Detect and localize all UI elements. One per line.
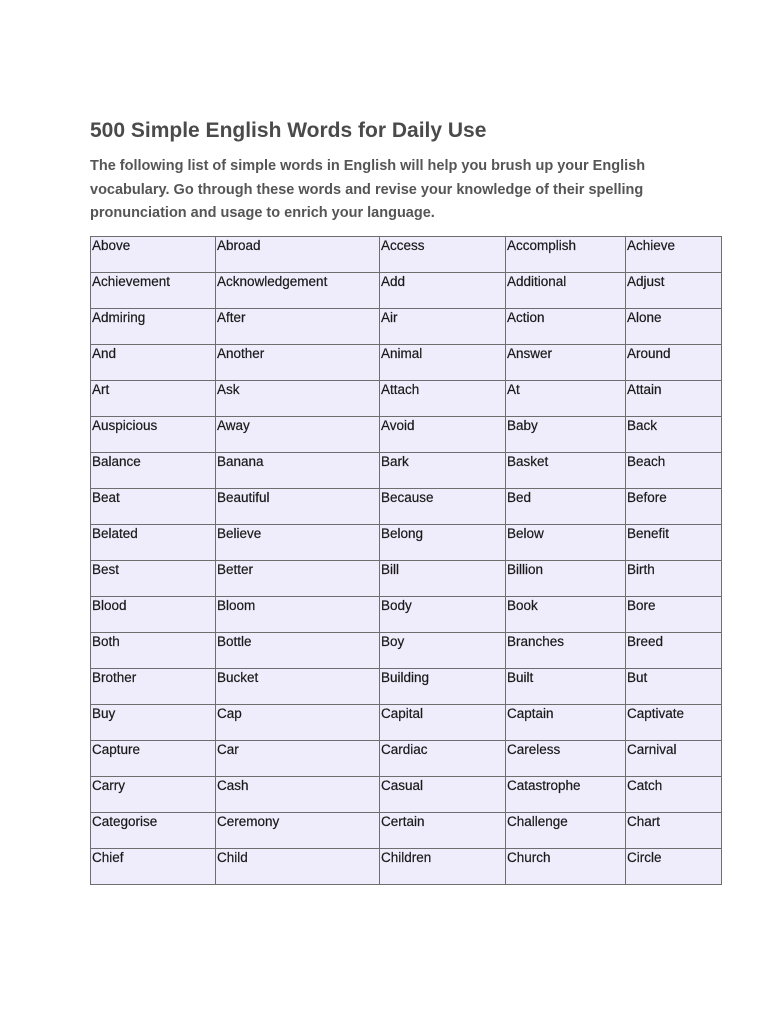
table-cell [380, 560, 506, 596]
table-cell [91, 812, 216, 848]
table-cell [506, 380, 626, 416]
table-row [91, 812, 722, 848]
table-cell [91, 236, 216, 272]
word-text: Animal [381, 345, 423, 361]
table-row [91, 740, 722, 776]
table-cell [216, 380, 380, 416]
word-text: Achievement [92, 273, 171, 289]
word-text: Auspicious [92, 417, 158, 433]
table-cell [626, 704, 722, 740]
word-text: Chief [92, 849, 124, 865]
table-cell [216, 668, 380, 704]
table-cell [506, 272, 626, 308]
word-text: Answer [507, 345, 553, 361]
table-row [91, 632, 722, 668]
table-cell [380, 272, 506, 308]
table-cell [91, 380, 216, 416]
table-cell [91, 344, 216, 380]
word-text: Child [217, 849, 248, 865]
table-cell [506, 524, 626, 560]
word-text: After [217, 309, 246, 325]
table-cell [380, 596, 506, 632]
table-cell [216, 236, 380, 272]
table-cell [91, 704, 216, 740]
word-text: Belong [381, 525, 424, 541]
table-cell [380, 524, 506, 560]
word-text: At [507, 381, 520, 397]
word-text: Blood [92, 597, 127, 613]
word-text: Around [627, 345, 671, 361]
table-cell [626, 488, 722, 524]
table-cell [91, 848, 216, 884]
table-cell [506, 344, 626, 380]
table-cell [506, 488, 626, 524]
word-text: Attach [381, 381, 420, 397]
word-text: Avoid [381, 417, 415, 433]
table-cell [216, 488, 380, 524]
word-text: Bucket [217, 669, 259, 685]
table-row [91, 488, 722, 524]
table-row [91, 344, 722, 380]
word-text: Banana [217, 453, 264, 469]
word-text: Beautiful [217, 489, 270, 505]
word-text: Branches [507, 633, 565, 649]
word-text: Alone [627, 309, 662, 325]
word-text: Additional [507, 273, 567, 289]
word-text: Cash [217, 777, 249, 793]
word-text: Captivate [627, 705, 685, 721]
word-text: Belated [92, 525, 138, 541]
word-text: Church [507, 849, 551, 865]
table-row [91, 380, 722, 416]
table-cell [380, 308, 506, 344]
word-text: Book [507, 597, 538, 613]
word-text: And [92, 345, 117, 361]
table-row [91, 308, 722, 344]
table-cell [626, 812, 722, 848]
word-text: Add [381, 273, 406, 289]
table-cell [216, 560, 380, 596]
word-text: Careless [507, 741, 561, 757]
word-text: Birth [627, 561, 655, 577]
word-text: Bloom [217, 597, 256, 613]
word-text: Art [92, 381, 110, 397]
table-cell [216, 524, 380, 560]
table-cell [216, 632, 380, 668]
table-cell [506, 452, 626, 488]
word-text: Bottle [217, 633, 252, 649]
table-cell [626, 236, 722, 272]
word-text: Bore [627, 597, 656, 613]
table-row [91, 236, 722, 272]
word-text: Car [217, 741, 239, 757]
table-cell [380, 668, 506, 704]
word-text: Benefit [627, 525, 670, 541]
word-text: Boy [381, 633, 405, 649]
word-text: Before [627, 489, 667, 505]
table-cell [506, 236, 626, 272]
table-cell [91, 668, 216, 704]
word-text: Accomplish [507, 237, 577, 253]
word-text: Capital [381, 705, 424, 721]
table-row [91, 848, 722, 884]
word-text: Building [381, 669, 430, 685]
table-cell [216, 308, 380, 344]
word-text: Because [381, 489, 434, 505]
table-cell [380, 704, 506, 740]
table-cell [626, 560, 722, 596]
word-text: Access [381, 237, 425, 253]
table-cell [380, 416, 506, 452]
table-cell [380, 632, 506, 668]
table-cell [626, 380, 722, 416]
word-text: Carry [92, 777, 125, 793]
word-text: Below [507, 525, 544, 541]
word-text: Basket [507, 453, 549, 469]
table-row [91, 668, 722, 704]
page-title: 500 Simple English Words for Daily Use [90, 119, 487, 142]
table-cell [506, 308, 626, 344]
word-text: Built [507, 669, 534, 685]
word-text: Brother [92, 669, 137, 685]
table-cell [216, 344, 380, 380]
table-cell [506, 560, 626, 596]
table-cell [91, 416, 216, 452]
word-text: Balance [92, 453, 141, 469]
table-cell [380, 776, 506, 812]
table-cell [380, 452, 506, 488]
table-cell [216, 704, 380, 740]
table-cell [216, 272, 380, 308]
table-cell [506, 776, 626, 812]
table-cell [380, 812, 506, 848]
word-text: Better [217, 561, 254, 577]
word-text: Away [217, 417, 250, 433]
table-cell [380, 236, 506, 272]
word-text: Back [627, 417, 658, 433]
word-text: Admiring [92, 309, 146, 325]
table-cell [216, 416, 380, 452]
table-row [91, 452, 722, 488]
intro-paragraph: The following list of simple words in English will help you brush up your English vocabulary. Go through these words and revise your knowledge of their spelling pronunciation and usage to enrich your language. [90, 158, 646, 221]
table-cell [91, 776, 216, 812]
table-cell [626, 344, 722, 380]
word-text: Children [381, 849, 432, 865]
word-text: Adjust [627, 273, 665, 289]
word-text: Capture [92, 741, 141, 757]
table-cell [91, 596, 216, 632]
table-cell [626, 740, 722, 776]
table-cell [626, 668, 722, 704]
word-text: Captain [507, 705, 554, 721]
table-cell [380, 488, 506, 524]
table-row [91, 776, 722, 812]
word-text: Billion [507, 561, 544, 577]
table-cell [380, 740, 506, 776]
word-table-body [91, 236, 722, 884]
word-text: Air [381, 309, 398, 325]
word-text: Buy [92, 705, 116, 721]
table-cell [91, 632, 216, 668]
word-text: Best [92, 561, 120, 577]
table-cell [506, 416, 626, 452]
word-text: Circle [627, 849, 662, 865]
word-text: Bill [381, 561, 400, 577]
word-table [90, 236, 722, 885]
table-cell [380, 848, 506, 884]
table-row [91, 560, 722, 596]
word-text: Believe [217, 525, 262, 541]
word-text: Challenge [507, 813, 568, 829]
table-cell [506, 812, 626, 848]
word-text: Abroad [217, 237, 261, 253]
table-cell [626, 524, 722, 560]
table-row [91, 272, 722, 308]
word-text: Achieve [627, 237, 676, 253]
table-cell [91, 524, 216, 560]
table-cell [216, 848, 380, 884]
table-cell [91, 452, 216, 488]
table-row [91, 596, 722, 632]
word-text: Acknowledgement [217, 273, 328, 289]
word-text: Body [381, 597, 412, 613]
word-text: Beat [92, 489, 120, 505]
table-cell [506, 632, 626, 668]
word-text: Cap [217, 705, 242, 721]
word-text: Certain [381, 813, 425, 829]
table-cell [626, 776, 722, 812]
table-row [91, 416, 722, 452]
table-cell [216, 452, 380, 488]
table-row [91, 704, 722, 740]
word-text: Catastrophe [507, 777, 581, 793]
table-cell [216, 596, 380, 632]
word-text: But [627, 669, 648, 685]
table-cell [506, 596, 626, 632]
word-text: Bed [507, 489, 532, 505]
word-text: Ceremony [217, 813, 280, 829]
table-cell [91, 560, 216, 596]
table-cell [626, 416, 722, 452]
table-cell [626, 308, 722, 344]
word-text: Ask [217, 381, 240, 397]
table-cell [506, 704, 626, 740]
word-text: Baby [507, 417, 538, 433]
table-row [91, 524, 722, 560]
table-cell [216, 740, 380, 776]
table-cell [380, 344, 506, 380]
word-text: Both [92, 633, 120, 649]
word-text: Categorise [92, 813, 158, 829]
word-text: Cardiac [381, 741, 428, 757]
table-cell [626, 848, 722, 884]
table-cell [626, 452, 722, 488]
table-cell [506, 740, 626, 776]
word-text: Action [507, 309, 545, 325]
word-text: Above [92, 237, 131, 253]
table-cell [91, 488, 216, 524]
table-cell [626, 596, 722, 632]
word-text: Beach [627, 453, 666, 469]
table-cell [216, 812, 380, 848]
table-cell [91, 308, 216, 344]
table-cell [506, 848, 626, 884]
word-text: Bark [381, 453, 409, 469]
word-text: Carnival [627, 741, 677, 757]
word-text: Breed [627, 633, 664, 649]
word-text: Casual [381, 777, 424, 793]
word-text: Catch [627, 777, 663, 793]
table-cell [626, 632, 722, 668]
table-cell [216, 776, 380, 812]
table-cell [91, 740, 216, 776]
table-cell [506, 668, 626, 704]
word-text: Attain [627, 381, 662, 397]
word-text: Chart [627, 813, 661, 829]
document-page [90, 116, 722, 885]
word-text: Another [217, 345, 265, 361]
table-cell [626, 272, 722, 308]
table-cell [380, 380, 506, 416]
table-cell [91, 272, 216, 308]
